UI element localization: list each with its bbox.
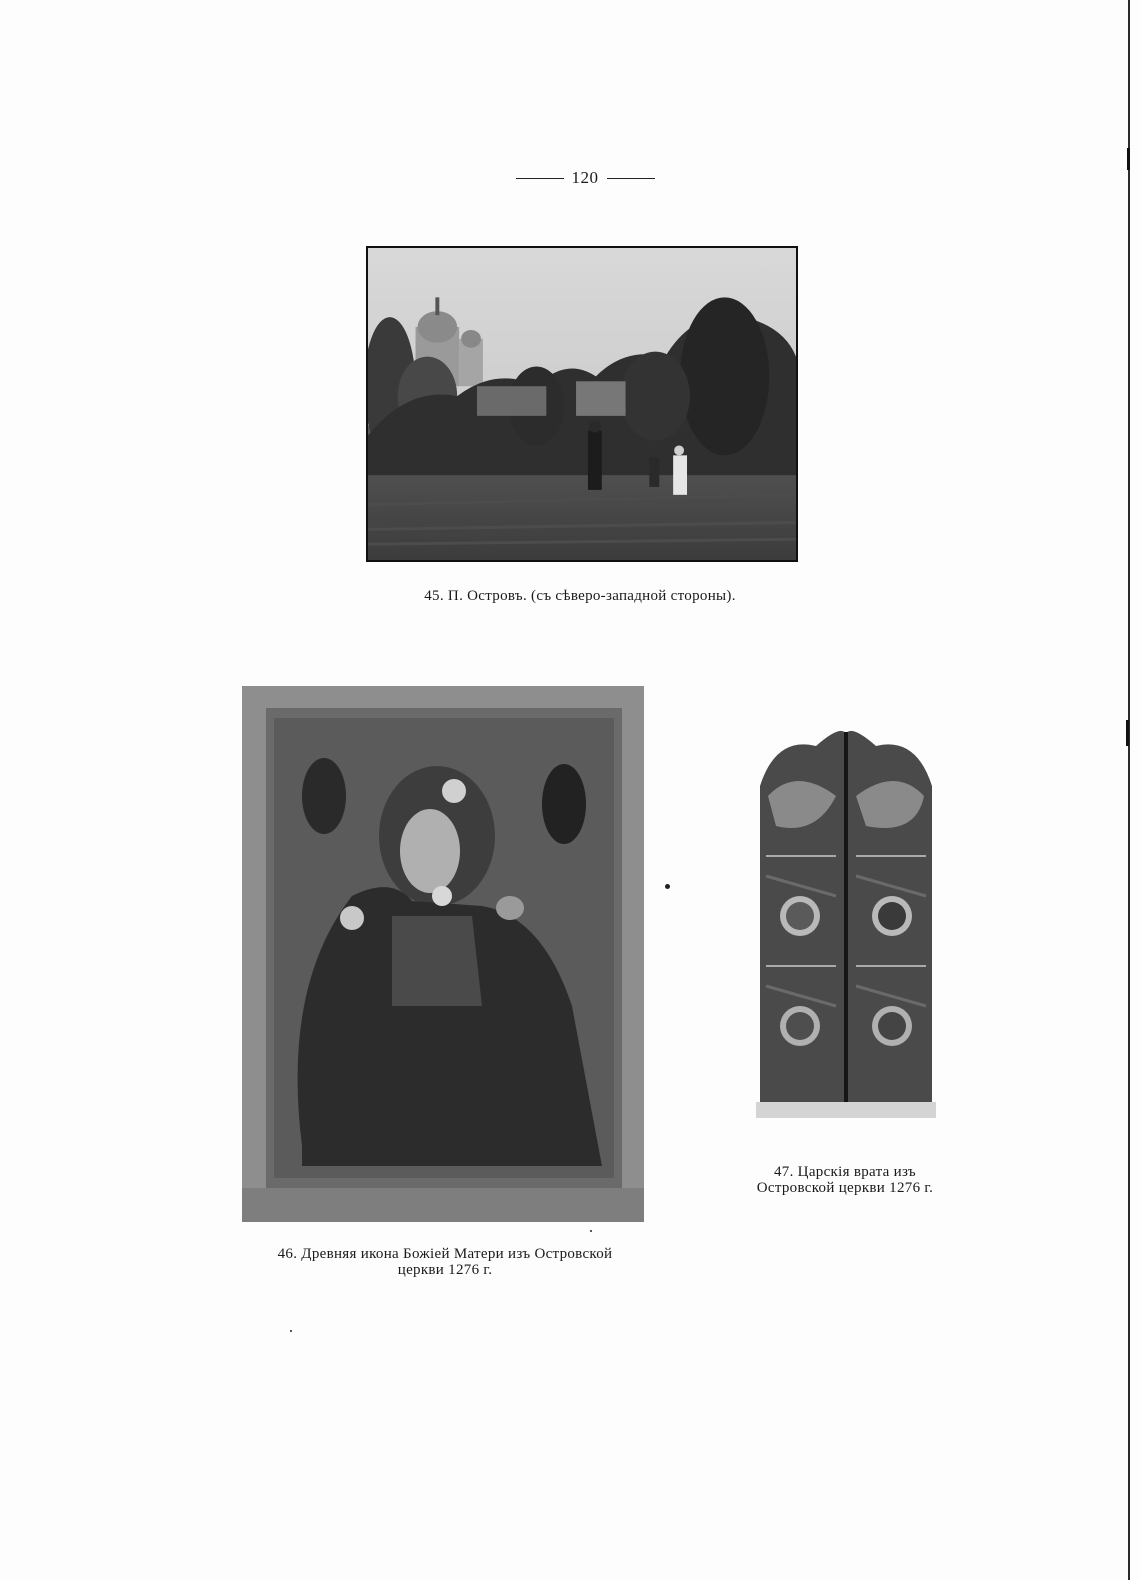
scan-speck	[665, 884, 670, 889]
header-rule-left	[516, 178, 564, 179]
figure-45-photo	[366, 246, 798, 562]
royal-doors-image	[756, 726, 936, 1118]
caption-line: 45. П. Островъ. (съ сѣверо-западной стороны).	[424, 588, 736, 604]
scan-speck	[290, 1330, 292, 1332]
caption-line: 47. Царскія врата изъ	[773, 1164, 916, 1180]
page-number-header	[510, 168, 660, 188]
page-edge-line	[1128, 0, 1130, 1580]
figure-47-photo	[756, 726, 936, 1118]
caption-line: Островской церкви 1276 г.	[756, 1180, 934, 1196]
scan-speck	[590, 1230, 592, 1232]
header-rule-right	[607, 178, 655, 179]
figure-46-photo	[242, 686, 644, 1222]
figure-47-caption	[720, 1164, 970, 1196]
icon-mother-of-god-image	[242, 686, 644, 1222]
caption-line: церкви 1276 г.	[397, 1262, 493, 1278]
figure-46-caption	[220, 1246, 670, 1278]
page-number: 120	[571, 168, 599, 187]
edge-mark	[1127, 148, 1130, 170]
landscape-photo-image	[368, 248, 796, 560]
edge-mark	[1126, 720, 1129, 746]
figure-45-caption	[340, 588, 820, 604]
caption-line: 46. Древняя икона Божіей Матери изъ Островской	[277, 1246, 613, 1262]
